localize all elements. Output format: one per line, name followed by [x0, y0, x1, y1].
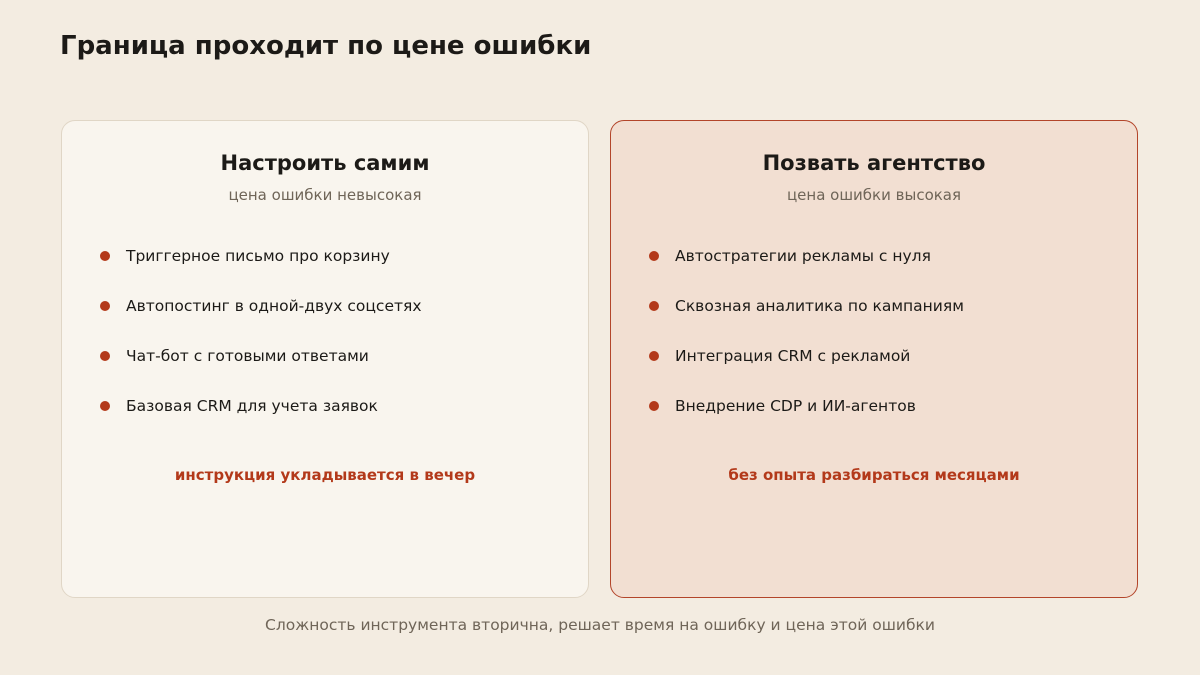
bullet-icon: [100, 251, 110, 261]
bullet-icon: [100, 351, 110, 361]
card-subtitle: цена ошибки невысокая: [228, 186, 422, 204]
page-title: Граница проходит по цене ошибки: [60, 31, 592, 61]
card-agency: [610, 120, 1138, 598]
card-title: Настроить самим: [220, 151, 430, 175]
card-title: Позвать агентство: [762, 151, 986, 175]
list-item: [649, 243, 964, 293]
card-note: инструкция укладывается в вечер: [174, 466, 476, 484]
list-item: [100, 343, 422, 393]
card-subtitle: цена ошибки высокая: [786, 186, 962, 204]
list-item: [100, 243, 422, 293]
bullet-icon: [649, 301, 659, 311]
list-item-text: Базовая CRM для учета заявок: [126, 397, 378, 415]
list-item: [100, 293, 422, 343]
list-item: [649, 393, 964, 443]
list-item-text: Автостратегии рекламы с нуля: [675, 247, 931, 265]
bullet-icon: [649, 351, 659, 361]
list-item: [649, 293, 964, 343]
list-item-text: Внедрение CDP и ИИ-агентов: [675, 397, 916, 415]
card-note: без опыта разбираться месяцами: [728, 466, 1020, 484]
bullet-icon: [649, 251, 659, 261]
footer-caption: Сложность инструмента вторична, решает время на ошибку и цена этой ошибки: [265, 616, 935, 634]
card-diy: [61, 120, 589, 598]
list-item-text: Автопостинг в одной-двух соцсетях: [126, 297, 422, 315]
bullet-icon: [100, 301, 110, 311]
card-list: [100, 243, 422, 443]
bullet-icon: [649, 401, 659, 411]
card-list: [649, 243, 964, 443]
list-item: [100, 393, 422, 443]
list-item: [649, 343, 964, 393]
list-item-text: Интеграция CRM с рекламой: [675, 347, 911, 365]
list-item-text: Сквозная аналитика по кампаниям: [675, 297, 964, 315]
list-item-text: Чат-бот с готовыми ответами: [126, 347, 369, 365]
bullet-icon: [100, 401, 110, 411]
list-item-text: Триггерное письмо про корзину: [126, 247, 390, 265]
